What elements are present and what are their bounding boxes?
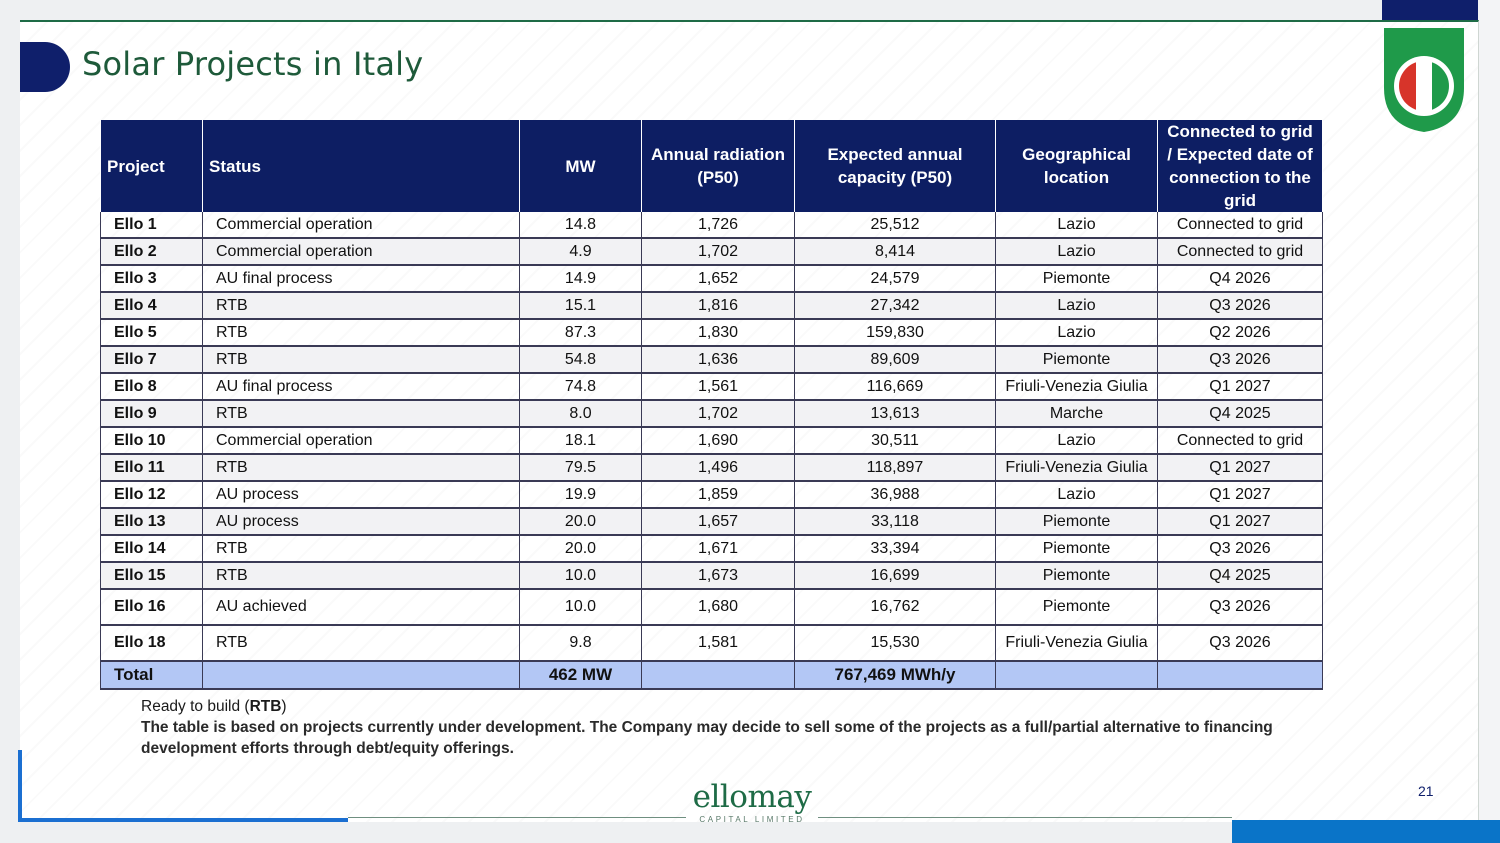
cell-location: Piemonte	[996, 265, 1158, 292]
cell-connection: Q3 2026	[1158, 625, 1323, 661]
cell-location: Lazio	[996, 292, 1158, 319]
cell-radiation: 1,652	[642, 265, 795, 292]
cell-location: Piemonte	[996, 589, 1158, 625]
page-title: Solar Projects in Italy	[82, 45, 424, 83]
cell-status: RTB	[203, 625, 520, 661]
table-row	[101, 346, 1323, 373]
cell-project: Ello 10	[101, 427, 203, 454]
cell-location: Friuli-Venezia Giulia	[996, 373, 1158, 400]
cell-project: Ello 1	[101, 212, 203, 238]
cell-total-empty	[642, 661, 795, 689]
cell-mw: 15.1	[520, 292, 642, 319]
cell-status: Commercial operation	[203, 212, 520, 238]
footer-line-left	[348, 817, 686, 818]
table-row	[101, 427, 1323, 454]
cell-capacity: 16,699	[795, 562, 996, 589]
cell-mw: 10.0	[520, 562, 642, 589]
cell-mw: 18.1	[520, 427, 642, 454]
cell-project: Ello 11	[101, 454, 203, 481]
cell-status: RTB	[203, 292, 520, 319]
cell-project: Ello 8	[101, 373, 203, 400]
cell-total-empty	[1158, 661, 1323, 689]
cell-connection: Connected to grid	[1158, 427, 1323, 454]
cell-mw: 54.8	[520, 346, 642, 373]
table-row	[101, 373, 1323, 400]
cell-project: Ello 5	[101, 319, 203, 346]
cell-capacity: 116,669	[795, 373, 996, 400]
cell-total-empty	[203, 661, 520, 689]
cell-status: RTB	[203, 346, 520, 373]
footer-line-right	[818, 817, 1232, 818]
table-row	[101, 238, 1323, 265]
cell-mw: 20.0	[520, 508, 642, 535]
solar-projects-table	[100, 120, 1323, 690]
table-header-row	[101, 120, 1323, 212]
cell-project: Ello 12	[101, 481, 203, 508]
cell-radiation: 1,561	[642, 373, 795, 400]
cell-mw: 14.9	[520, 265, 642, 292]
cell-mw: 20.0	[520, 535, 642, 562]
logo-subtitle: CAPITAL LIMITED	[699, 815, 805, 824]
cell-location: Friuli-Venezia Giulia	[996, 454, 1158, 481]
rtb-note-abbr: RTB	[249, 698, 282, 715]
cell-total-capacity: 767,469 MWh/y	[795, 661, 996, 689]
cell-status: RTB	[203, 454, 520, 481]
table-row	[101, 292, 1323, 319]
table-row	[101, 400, 1323, 427]
cell-project: Ello 4	[101, 292, 203, 319]
cell-capacity: 13,613	[795, 400, 996, 427]
cell-connection: Q1 2027	[1158, 481, 1323, 508]
cell-location: Piemonte	[996, 562, 1158, 589]
cell-location: Marche	[996, 400, 1158, 427]
cell-location: Piemonte	[996, 508, 1158, 535]
cell-capacity: 16,762	[795, 589, 996, 625]
page-number: 21	[1418, 783, 1434, 799]
italy-flag-shield-icon	[1382, 26, 1466, 134]
cell-capacity: 24,579	[795, 265, 996, 292]
cell-project: Ello 7	[101, 346, 203, 373]
table-row	[101, 454, 1323, 481]
cell-location: Lazio	[996, 481, 1158, 508]
cell-mw: 8.0	[520, 400, 642, 427]
cell-total-mw: 462 MW	[520, 661, 642, 689]
cell-project: Ello 15	[101, 562, 203, 589]
cell-radiation: 1,496	[642, 454, 795, 481]
cell-status: RTB	[203, 400, 520, 427]
cell-status: AU process	[203, 481, 520, 508]
cell-radiation: 1,657	[642, 508, 795, 535]
cell-connection: Q4 2026	[1158, 265, 1323, 292]
cell-capacity: 36,988	[795, 481, 996, 508]
cell-radiation: 1,830	[642, 319, 795, 346]
right-margin	[1478, 0, 1500, 843]
table-row	[101, 265, 1323, 292]
table-row	[101, 535, 1323, 562]
cell-capacity: 8,414	[795, 238, 996, 265]
corner-decoration-bottom-right	[1232, 820, 1500, 843]
header-geographical-location: Geographical location	[996, 120, 1158, 212]
cell-radiation: 1,702	[642, 238, 795, 265]
cell-capacity: 118,897	[795, 454, 996, 481]
cell-radiation: 1,690	[642, 427, 795, 454]
table-row	[101, 589, 1323, 625]
cell-mw: 19.9	[520, 481, 642, 508]
cell-location: Piemonte	[996, 535, 1158, 562]
table-row	[101, 508, 1323, 535]
rtb-note	[141, 696, 1371, 717]
cell-project: Ello 9	[101, 400, 203, 427]
header-status: Status	[203, 120, 520, 212]
logo-wordmark: ellomay	[692, 779, 812, 815]
corner-decoration-bottom-left-line	[18, 818, 348, 822]
cell-capacity: 33,118	[795, 508, 996, 535]
rtb-note-suffix: )	[281, 698, 287, 715]
cell-status: AU process	[203, 508, 520, 535]
ellomay-logo	[686, 780, 818, 824]
cell-connection: Q3 2026	[1158, 292, 1323, 319]
header-annual-radiation: Annual radiation (P50)	[642, 120, 795, 212]
cell-project: Ello 18	[101, 625, 203, 661]
header-mw: MW	[520, 120, 642, 212]
cell-project: Ello 14	[101, 535, 203, 562]
cell-radiation: 1,702	[642, 400, 795, 427]
cell-connection: Q1 2027	[1158, 508, 1323, 535]
cell-radiation: 1,726	[642, 212, 795, 238]
cell-total-empty	[996, 661, 1158, 689]
cell-status: Commercial operation	[203, 238, 520, 265]
table-row	[101, 562, 1323, 589]
cell-location: Lazio	[996, 238, 1158, 265]
cell-mw: 79.5	[520, 454, 642, 481]
title-marker	[20, 42, 70, 92]
table-row	[101, 212, 1323, 238]
cell-capacity: 27,342	[795, 292, 996, 319]
cell-project: Ello 16	[101, 589, 203, 625]
cell-connection: Connected to grid	[1158, 238, 1323, 265]
cell-mw: 9.8	[520, 625, 642, 661]
cell-mw: 74.8	[520, 373, 642, 400]
cell-location: Lazio	[996, 427, 1158, 454]
cell-connection: Q1 2027	[1158, 373, 1323, 400]
cell-radiation: 1,859	[642, 481, 795, 508]
cell-project: Ello 13	[101, 508, 203, 535]
cell-connection: Q2 2026	[1158, 319, 1323, 346]
table-row	[101, 481, 1323, 508]
cell-capacity: 30,511	[795, 427, 996, 454]
cell-status: RTB	[203, 319, 520, 346]
cell-mw: 87.3	[520, 319, 642, 346]
disclaimer-note: The table is based on projects currently under development. The Company may decide to sell some of the projects as a full/partial alternative to financing development efforts through debt/equity offerings.	[141, 719, 1273, 757]
header-project: Project	[101, 120, 203, 212]
cell-connection: Q4 2025	[1158, 562, 1323, 589]
cell-mw: 10.0	[520, 589, 642, 625]
cell-capacity: 159,830	[795, 319, 996, 346]
cell-connection: Q1 2027	[1158, 454, 1323, 481]
cell-status: RTB	[203, 535, 520, 562]
cell-mw: 14.8	[520, 212, 642, 238]
cell-mw: 4.9	[520, 238, 642, 265]
cell-connection: Q3 2026	[1158, 535, 1323, 562]
cell-status: AU achieved	[203, 589, 520, 625]
cell-capacity: 15,530	[795, 625, 996, 661]
cell-project: Ello 2	[101, 238, 203, 265]
table-row	[101, 625, 1323, 661]
cell-connection: Q4 2025	[1158, 400, 1323, 427]
cell-radiation: 1,680	[642, 589, 795, 625]
cell-capacity: 25,512	[795, 212, 996, 238]
header-expected-capacity: Expected annual capacity (P50)	[795, 120, 996, 212]
cell-status: Commercial operation	[203, 427, 520, 454]
cell-total-label: Total	[101, 661, 203, 689]
cell-connection: Connected to grid	[1158, 212, 1323, 238]
cell-status: RTB	[203, 562, 520, 589]
cell-location: Friuli-Venezia Giulia	[996, 625, 1158, 661]
cell-radiation: 1,671	[642, 535, 795, 562]
cell-radiation: 1,636	[642, 346, 795, 373]
rtb-note-prefix: Ready to build (	[141, 698, 250, 715]
cell-location: Piemonte	[996, 346, 1158, 373]
cell-radiation: 1,673	[642, 562, 795, 589]
cell-radiation: 1,816	[642, 292, 795, 319]
cell-project: Ello 3	[101, 265, 203, 292]
cell-radiation: 1,581	[642, 625, 795, 661]
cell-location: Lazio	[996, 319, 1158, 346]
cell-capacity: 89,609	[795, 346, 996, 373]
cell-status: AU final process	[203, 373, 520, 400]
header-connection-date: Connected to grid / Expected date of connection to the grid	[1158, 120, 1323, 212]
corner-decoration-bottom-left	[18, 750, 22, 822]
cell-status: AU final process	[203, 265, 520, 292]
cell-connection: Q3 2026	[1158, 589, 1323, 625]
table-total-row	[101, 661, 1323, 689]
footnotes	[141, 696, 1371, 759]
cell-location: Lazio	[996, 212, 1158, 238]
cell-connection: Q3 2026	[1158, 346, 1323, 373]
table-row	[101, 319, 1323, 346]
cell-capacity: 33,394	[795, 535, 996, 562]
